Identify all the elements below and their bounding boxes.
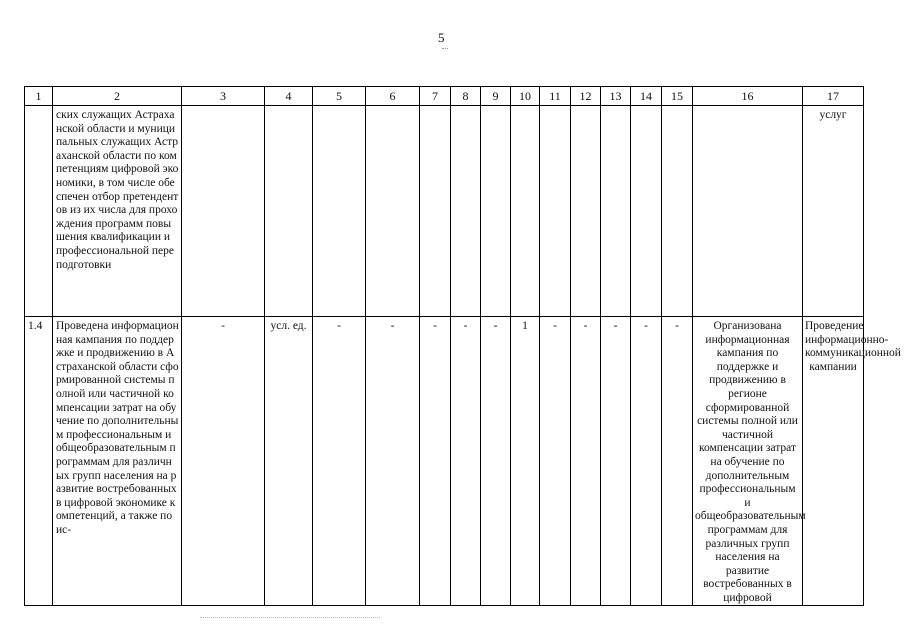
value-cell: - bbox=[601, 317, 631, 606]
header-cell-4: 4 bbox=[265, 87, 313, 106]
row-number-cell bbox=[25, 106, 53, 317]
unit-cell bbox=[265, 106, 313, 317]
header-cell-7: 7 bbox=[420, 87, 451, 106]
header-cell-17: 17 bbox=[803, 87, 864, 106]
value-cell: - bbox=[631, 317, 662, 606]
table-row bbox=[25, 317, 864, 606]
value-cell: - bbox=[540, 317, 571, 606]
header-cell-14: 14 bbox=[631, 87, 662, 106]
value-cell bbox=[481, 106, 511, 317]
header-cell-3: 3 bbox=[182, 87, 265, 106]
value-cell bbox=[420, 106, 451, 317]
header-cell-13: 13 bbox=[601, 87, 631, 106]
header-cell-8: 8 bbox=[451, 87, 481, 106]
unit-cell: усл. ед. bbox=[265, 317, 313, 606]
value-cell: - bbox=[481, 317, 511, 606]
value-cell bbox=[182, 106, 265, 317]
value-cell bbox=[631, 106, 662, 317]
value-cell bbox=[662, 106, 693, 317]
value-cell bbox=[366, 106, 420, 317]
header-cell-1: 1 bbox=[25, 87, 53, 106]
header-cell-5: 5 bbox=[313, 87, 366, 106]
value-cell bbox=[511, 106, 540, 317]
document-table bbox=[24, 86, 901, 606]
value-cell bbox=[313, 106, 366, 317]
header-cell-6: 6 bbox=[366, 87, 420, 106]
value-cell bbox=[451, 106, 481, 317]
scan-mark bbox=[442, 48, 448, 50]
header-cell-2: 2 bbox=[53, 87, 182, 106]
event-type-cell: Проведение информационно-коммуникационной кампании bbox=[803, 317, 864, 606]
page-number: 5 bbox=[438, 30, 445, 45]
value-cell bbox=[571, 106, 601, 317]
header-cell-12: 12 bbox=[571, 87, 601, 106]
value-cell: - bbox=[571, 317, 601, 606]
table-row bbox=[25, 106, 864, 317]
table-header-row bbox=[25, 87, 864, 106]
header-cell-10: 10 bbox=[511, 87, 540, 106]
value-cell: - bbox=[420, 317, 451, 606]
value-cell: - bbox=[182, 317, 265, 606]
header-cell-16: 16 bbox=[693, 87, 803, 106]
scan-artifact bbox=[200, 617, 380, 619]
value-cell: - bbox=[313, 317, 366, 606]
row-number-cell: 1.4 bbox=[25, 317, 53, 606]
value-cell bbox=[540, 106, 571, 317]
header-cell-15: 15 bbox=[662, 87, 693, 106]
value-cell: 1 bbox=[511, 317, 540, 606]
result-cell bbox=[693, 106, 803, 317]
value-cell: - bbox=[366, 317, 420, 606]
result-cell: Организована информационная кампания по поддержке и продвижению в регионе сформированной системы полной или частичной компенсации затрат на обучение по дополнительным профессиональным и общеобразовательным программам для различных групп населения на развитие востребованных в цифровой bbox=[693, 317, 803, 606]
value-cell: - bbox=[662, 317, 693, 606]
description-cell: Проведена информационная кампания по поддержке и продвижению в Астраханской области сформированной системы полной или частичной компенсации затрат на обучение по дополнительным профессиональным и общеобразовательным программам для различных групп населения на развитие востребованных в цифровой экономике компетенций, а также по ис- bbox=[53, 317, 182, 606]
header-cell-9: 9 bbox=[481, 87, 511, 106]
value-cell bbox=[601, 106, 631, 317]
header-cell-11: 11 bbox=[540, 87, 571, 106]
value-cell: - bbox=[451, 317, 481, 606]
description-cell: ских служащих Астраханской области и муниципальных служащих Астраханской области по компетенциям цифровой экономики, в том числе обеспечен отбор претендентов из их числа для прохождения программ повышения квалификации и профессиональной переподготовки bbox=[53, 106, 182, 317]
event-type-cell: услуг bbox=[803, 106, 864, 317]
